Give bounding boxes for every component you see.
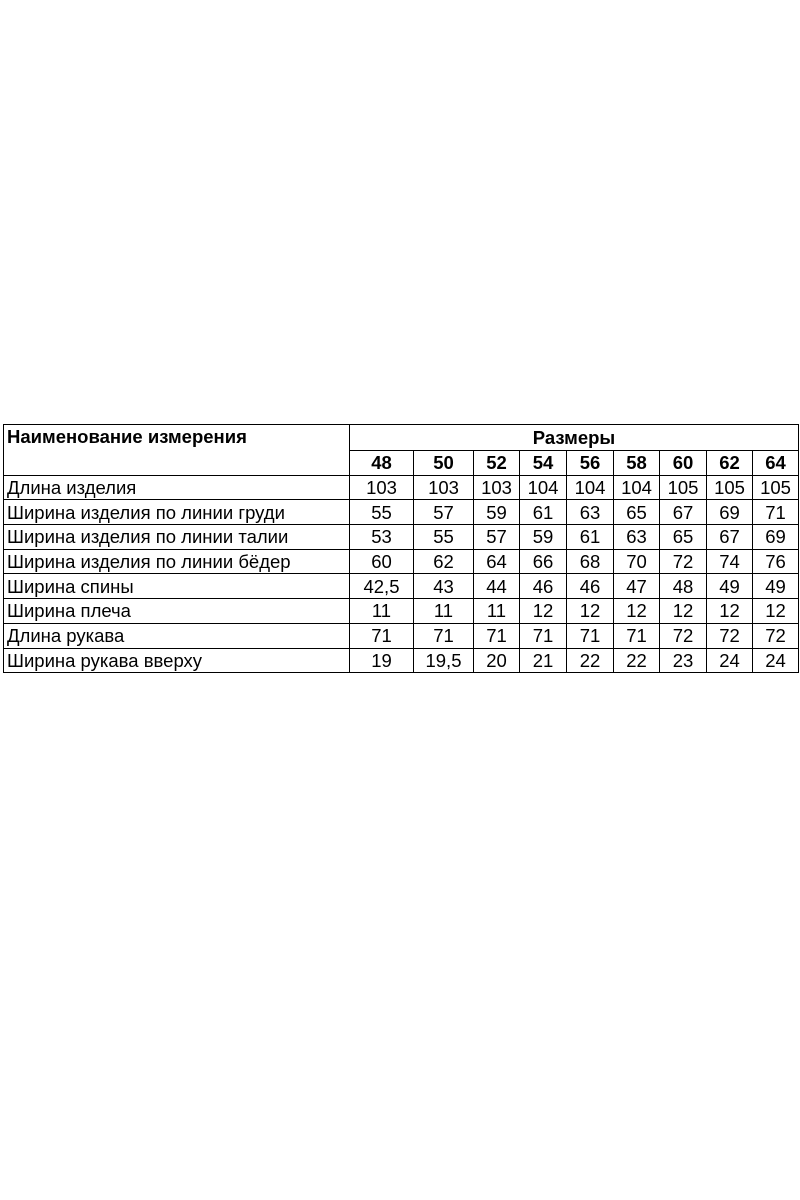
size-header-cell: 60 — [660, 451, 707, 476]
size-header-cell: 52 — [474, 451, 520, 476]
measurement-value: 72 — [660, 549, 707, 574]
measurement-row — [4, 623, 799, 648]
measurement-value: 61 — [567, 525, 614, 550]
measurement-value: 71 — [753, 500, 799, 525]
measurement-value: 104 — [567, 475, 614, 500]
sizes-header: Размеры — [350, 425, 799, 451]
measurement-value: 19,5 — [414, 648, 474, 673]
measurement-value: 76 — [753, 549, 799, 574]
measurement-value: 43 — [414, 574, 474, 599]
measurement-value: 12 — [753, 599, 799, 624]
measurement-value: 46 — [567, 574, 614, 599]
measurement-value: 48 — [660, 574, 707, 599]
measurement-row — [4, 648, 799, 673]
measurement-value: 20 — [474, 648, 520, 673]
size-header-cell: 56 — [567, 451, 614, 476]
measurement-row — [4, 599, 799, 624]
measurement-value: 61 — [520, 500, 567, 525]
measurement-value: 49 — [707, 574, 753, 599]
measurement-value: 22 — [567, 648, 614, 673]
measurement-value: 62 — [414, 549, 474, 574]
header-row — [4, 425, 799, 451]
measurement-value: 71 — [520, 623, 567, 648]
measurement-label: Ширина плеча — [4, 599, 350, 624]
measurement-value: 105 — [753, 475, 799, 500]
size-header-cell: 62 — [707, 451, 753, 476]
measurement-value: 12 — [707, 599, 753, 624]
measurement-value: 105 — [660, 475, 707, 500]
size-header-cell: 48 — [350, 451, 414, 476]
measurement-value: 72 — [753, 623, 799, 648]
measurement-value: 104 — [614, 475, 660, 500]
measurement-row — [4, 525, 799, 550]
measurement-value: 72 — [707, 623, 753, 648]
measurement-value: 66 — [520, 549, 567, 574]
measurement-value: 55 — [350, 500, 414, 525]
measurement-row — [4, 500, 799, 525]
measurement-label: Ширина рукава вверху — [4, 648, 350, 673]
measurement-row — [4, 475, 799, 500]
measurement-value: 64 — [474, 549, 520, 574]
measurement-value: 12 — [567, 599, 614, 624]
measurement-value: 104 — [520, 475, 567, 500]
measurement-value: 42,5 — [350, 574, 414, 599]
measurement-label: Длина изделия — [4, 475, 350, 500]
measurement-value: 103 — [474, 475, 520, 500]
measurement-value: 71 — [350, 623, 414, 648]
measurement-value: 12 — [660, 599, 707, 624]
measurement-value: 71 — [567, 623, 614, 648]
measurement-label: Ширина изделия по линии бёдер — [4, 549, 350, 574]
measurement-value: 69 — [753, 525, 799, 550]
measurement-value: 23 — [660, 648, 707, 673]
measurement-value: 59 — [520, 525, 567, 550]
measurement-value: 65 — [660, 525, 707, 550]
measurement-value: 68 — [567, 549, 614, 574]
measurement-value: 21 — [520, 648, 567, 673]
size-header-cell: 54 — [520, 451, 567, 476]
measurement-value: 59 — [474, 500, 520, 525]
measurement-value: 24 — [707, 648, 753, 673]
measurement-value: 72 — [660, 623, 707, 648]
size-header-cell: 58 — [614, 451, 660, 476]
size-header-cell: 64 — [753, 451, 799, 476]
measurement-value: 12 — [520, 599, 567, 624]
measurement-value: 47 — [614, 574, 660, 599]
measurement-value: 65 — [614, 500, 660, 525]
measurement-value: 11 — [350, 599, 414, 624]
measurement-label: Ширина спины — [4, 574, 350, 599]
measurement-value: 53 — [350, 525, 414, 550]
size-chart-body — [4, 425, 799, 673]
measurement-value: 60 — [350, 549, 414, 574]
measurement-value: 24 — [753, 648, 799, 673]
measurement-value: 44 — [474, 574, 520, 599]
measurement-value: 46 — [520, 574, 567, 599]
measurement-value: 63 — [614, 525, 660, 550]
measurement-label: Ширина изделия по линии груди — [4, 500, 350, 525]
size-header-cell: 50 — [414, 451, 474, 476]
measurement-value: 57 — [414, 500, 474, 525]
measurement-value: 49 — [753, 574, 799, 599]
measurement-row — [4, 549, 799, 574]
measurement-value: 57 — [474, 525, 520, 550]
measurement-value: 103 — [350, 475, 414, 500]
measurement-value: 71 — [414, 623, 474, 648]
size-chart-table — [3, 424, 799, 673]
measurement-value: 69 — [707, 500, 753, 525]
measurement-value: 12 — [614, 599, 660, 624]
measurement-label: Длина рукава — [4, 623, 350, 648]
measurement-value: 105 — [707, 475, 753, 500]
measurement-value: 71 — [614, 623, 660, 648]
measurement-value: 63 — [567, 500, 614, 525]
measurement-name-header: Наименование измерения — [4, 425, 350, 476]
measurement-value: 70 — [614, 549, 660, 574]
measurement-value: 74 — [707, 549, 753, 574]
measurement-value: 19 — [350, 648, 414, 673]
measurement-value: 11 — [474, 599, 520, 624]
measurement-value: 67 — [660, 500, 707, 525]
measurement-row — [4, 574, 799, 599]
measurement-value: 22 — [614, 648, 660, 673]
measurement-value: 55 — [414, 525, 474, 550]
measurement-value: 67 — [707, 525, 753, 550]
measurement-value: 103 — [414, 475, 474, 500]
measurement-label: Ширина изделия по линии талии — [4, 525, 350, 550]
measurement-value: 11 — [414, 599, 474, 624]
measurement-value: 71 — [474, 623, 520, 648]
